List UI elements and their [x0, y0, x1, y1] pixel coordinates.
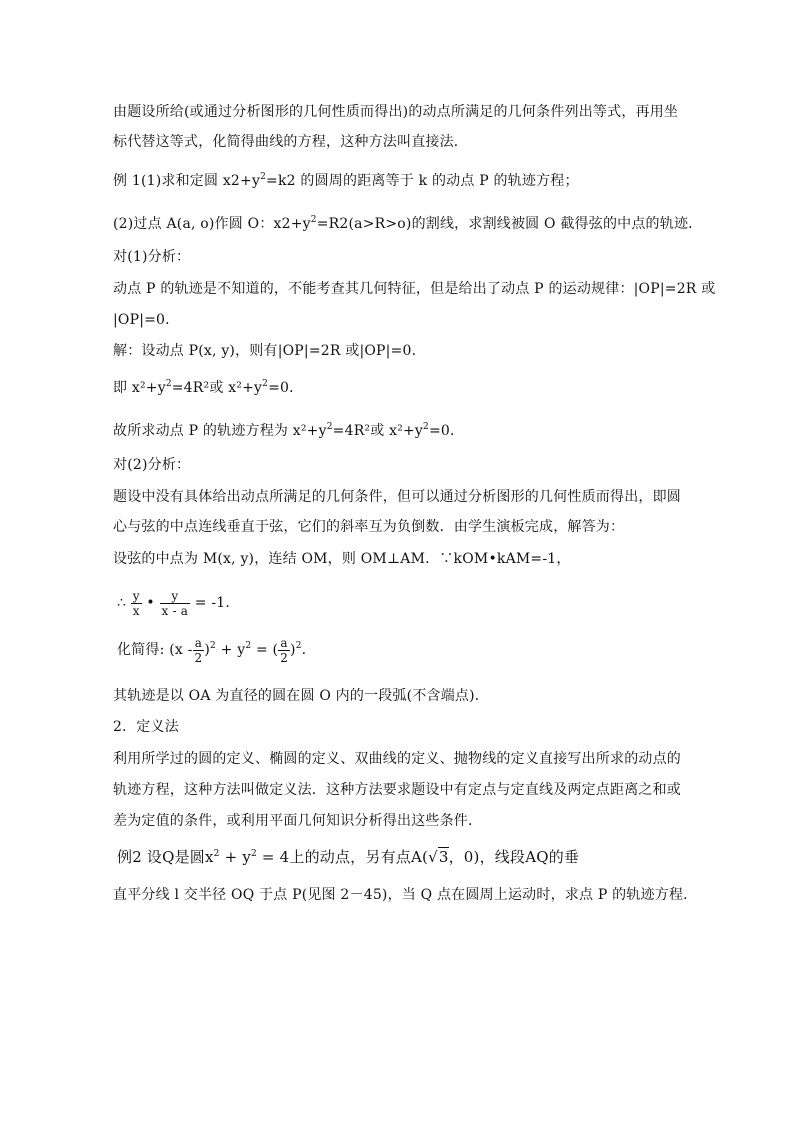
therefore-symbol: ∴	[117, 595, 127, 611]
text-span: ，0)，线段AQ的垂	[448, 848, 580, 866]
equation-line	[113, 422, 464, 440]
superscript: 2	[262, 379, 269, 389]
equation-line	[113, 379, 303, 397]
solution-line: 解：设动点 P(x, y)，则有|OP|=2R 或|OP|=0．	[113, 343, 426, 359]
superscript: 2	[310, 215, 317, 225]
text-span: + y	[220, 642, 246, 658]
example-2-line	[117, 848, 579, 866]
text-span: =4R²或 x²+y	[332, 423, 424, 439]
analysis-heading-1: 对(1)分析：	[113, 249, 191, 265]
denominator: 2	[194, 650, 203, 665]
text-span: =R2(a>R>o)的割线，求割线被圆 O 截得弦的中点的轨迹．	[316, 216, 703, 232]
paragraph-line: |OP|=0．	[113, 312, 180, 328]
paragraph-line: 动点 P 的轨迹是不知道的，不能考查其几何特征，但是给出了动点 P 的运动规律：|OP|=2R 或	[113, 281, 716, 297]
text-span: + y	[219, 848, 251, 866]
text-span: = 4上的动点，另有点A(	[256, 848, 429, 866]
numerator: y	[171, 588, 179, 603]
fraction	[160, 589, 191, 618]
text-span: (2)过点 A(a, o)作圆 O：x2+y	[113, 216, 311, 232]
dot-operator: •	[146, 595, 155, 611]
text-span: =0．	[268, 380, 304, 396]
denominator: x - a	[161, 603, 189, 618]
paragraph-line: 设弦的中点为 M(x, y)，连结 OM，则 OM⊥AM．∵kOM•kAM=-1，	[113, 551, 571, 567]
paragraph-line: 心与弦的中点连线垂直于弦，它们的斜率互为负倒数．由学生演板完成，解答为：	[113, 519, 625, 535]
sqrt-symbol: √	[428, 848, 438, 866]
superscript: 2	[260, 172, 267, 182]
numerator: a	[194, 635, 203, 650]
text-span: (x -	[169, 642, 193, 658]
denominator: 2	[280, 650, 289, 665]
paragraph-line: 直平分线 l 交半径 OQ 于点 P(见图 2－45)，当 Q 点在圆周上运动时，求点 P 的轨迹方程．	[113, 887, 698, 903]
paragraph-line: 其轨迹是以 OA 为直径的圆在圆 O 内的一段弧(不含端点)．	[113, 688, 489, 704]
paragraph-line: 轨迹方程，这种方法叫做定义法．这种方法要求题设中有定点与定直线及两定点距离之和或	[113, 782, 681, 798]
paragraph-line: 差为定值的条件，或利用平面几何知识分析得出这些条件．	[113, 813, 483, 829]
equation-label: 化简得:	[117, 642, 165, 658]
fraction	[193, 636, 205, 665]
superscript: 2	[423, 422, 429, 432]
example-1-part-2	[113, 215, 702, 233]
text-span: =0．	[428, 423, 465, 439]
text-span: = (	[255, 642, 279, 658]
slope-equation	[117, 588, 230, 618]
superscript: 2	[245, 641, 252, 651]
superscript: 2	[210, 641, 216, 651]
numerator: y	[132, 588, 140, 603]
superscript: 2	[295, 641, 302, 651]
fraction	[278, 636, 290, 665]
paragraph-line: 由题设所给(或通过分析图形的几何性质而得出)的动点所满足的几何条件列出等式，再用坐	[113, 104, 679, 120]
text-span: )	[204, 642, 211, 658]
radicand: 3	[438, 848, 449, 866]
paragraph-line: 标代替这等式，化简得曲线的方程，这种方法叫直接法．	[113, 134, 468, 150]
text-span: .	[301, 642, 307, 658]
superscript: 2	[251, 849, 257, 859]
text-span: 故所求动点 P 的轨迹方程为 x²+y	[113, 423, 327, 439]
text-span: 例2 设Q是圆x	[117, 848, 214, 866]
superscript: 2	[326, 422, 333, 432]
text-span: )	[290, 642, 296, 658]
text-span: =4R²或 x²+y	[171, 380, 263, 396]
equation-rhs: = -1.	[194, 595, 231, 611]
text-span: =k2 的圆周的距离等于 k 的动点 P 的轨迹方程；	[266, 173, 579, 189]
superscript: 2	[213, 849, 220, 859]
simplified-equation	[117, 635, 306, 665]
superscript: 2	[165, 379, 172, 389]
text-span: 例 1(1)求和定圆 x2+y	[113, 173, 261, 189]
denominator: x	[131, 603, 142, 618]
analysis-heading-2: 对(2)分析：	[113, 457, 191, 473]
example-1-part-1	[113, 172, 579, 190]
numerator: a	[280, 635, 288, 650]
fraction	[131, 589, 142, 618]
paragraph-line: 利用所学过的圆的定义、椭圆的定义、双曲线的定义、抛物线的定义直接写出所求的动点的	[113, 751, 681, 767]
text-span: 即 x²+y	[113, 380, 166, 396]
paragraph-line: 题设中没有具体给出动点所满足的几何条件，但可以通过分析图形的几何性质而得出，即圆	[113, 489, 681, 505]
section-heading: 2．定义法	[113, 719, 179, 735]
